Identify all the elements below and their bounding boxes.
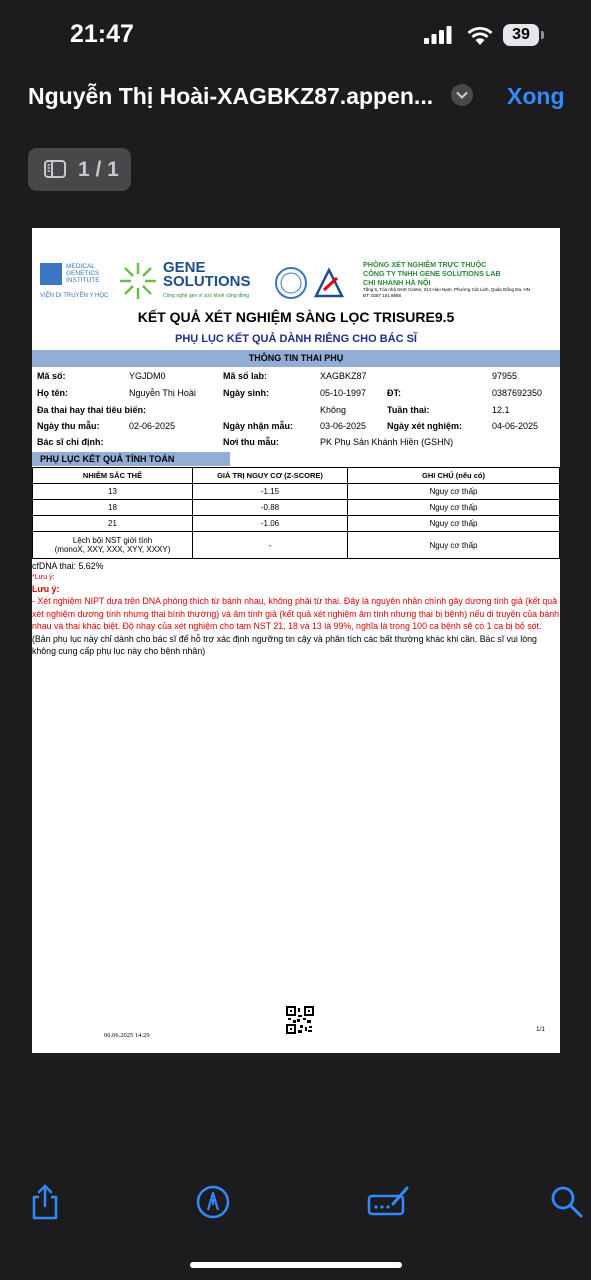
zscore-table: [32, 467, 560, 559]
report-title: KẾT QUẢ XÉT NGHIỆM SÀNG LỌC TRISURE9.5: [137, 309, 455, 325]
nav-bar: [0, 70, 591, 125]
section-calculated-results: PHỤ LỤC KẾT QUẢ TÍNH TOÁN: [32, 452, 230, 466]
mgi-logo-mark: [40, 263, 62, 285]
chevron-down-icon[interactable]: [451, 84, 473, 106]
info-value: 03-06-2025: [320, 421, 367, 431]
table-row: [33, 500, 560, 516]
info-label: Ngày thu mẫu:: [37, 421, 100, 431]
qr-code-icon: [286, 1006, 314, 1034]
info-label: Tuần thai:: [387, 405, 430, 415]
info-value: PK Phụ Sản Khánh Hiền (GSHN): [320, 437, 454, 447]
mgi-name: MEDICAL GENETICS INSTITUTE: [66, 263, 100, 284]
table-cell: 21: [33, 516, 193, 532]
home-indicator[interactable]: [190, 1262, 402, 1268]
lab-line: CÔNG TY TNHH GENE SOLUTIONS LAB: [363, 269, 501, 278]
accreditation-logos-icon: [274, 266, 354, 301]
info-value: YGJDM0: [129, 371, 166, 381]
info-value: XAGBKZ87: [320, 371, 367, 381]
info-label: Ngày sinh:: [223, 388, 270, 398]
table-cell: Lệch bội NST giới tính (monoX, XXY, XXX, XYY, XXXY): [33, 532, 193, 559]
info-label: Nơi thu mẫu:: [223, 437, 279, 447]
table-cell: Nguy cơ thấp: [348, 500, 560, 516]
note-title: Lưu ý:: [32, 583, 60, 594]
bottom-toolbar: [0, 1170, 591, 1240]
info-value: 97955: [492, 371, 518, 381]
file-title[interactable]: Nguyễn Thị Hoài-XAGBKZ87.appen...: [28, 83, 434, 109]
info-label: ĐT:: [387, 388, 401, 398]
status-time: 21:47: [70, 20, 134, 48]
table-row: [33, 532, 560, 559]
mgi-vn-name: VIỆN DI TRUYỀN Y HỌC: [40, 293, 109, 299]
document-page: [32, 228, 560, 1053]
info-label: Đa thai hay thai tiêu biến:: [37, 405, 147, 415]
info-label: Bác sĩ chỉ định:: [37, 437, 104, 447]
gene-solutions-tagline: Công nghệ gen vì sức khoẻ cộng đồng: [163, 293, 250, 299]
battery-level: 39: [503, 24, 539, 46]
lab-info: [363, 260, 558, 299]
table-cell: Nguy cơ thấp: [348, 516, 560, 532]
lab-address: Tầng 5, Tòa nhà NHS Center, 214 Hào Nam, Phường Cát Linh, Quận Đống Đa, HN: [363, 287, 530, 292]
page-indicator-button[interactable]: [28, 148, 131, 191]
table-row: [33, 484, 560, 500]
info-value: 04-06-2025: [492, 421, 539, 431]
info-label: Ngày nhận mẫu:: [223, 421, 294, 431]
footer-date: 06.06.2025 14:29: [104, 1032, 150, 1039]
table-cell: Nguy cơ thấp: [348, 484, 560, 500]
gene-solutions-mark-icon: [118, 261, 158, 301]
note-small-label: *Lưu ý:: [32, 573, 55, 581]
info-value: 12.1: [492, 405, 510, 415]
markup-icon[interactable]: [195, 1184, 231, 1220]
mgi-logo: [40, 263, 110, 305]
info-value: Nguyễn Thị Hoài: [129, 388, 196, 398]
table-header-row: [33, 468, 560, 484]
lab-line: CHI NHÁNH HÀ NỘI: [363, 278, 431, 287]
table-header: GIÁ TRỊ NGUY CƠ (Z-SCORE): [193, 468, 348, 484]
note-warning-text: - Xét nghiệm NIPT dựa trên DNA phóng thích từ bánh nhau, không phải từ thai. Đây là nguyên nhân chính gây dương tính giả (kết quả xét nghiệm dương tính nhưng thai bình thường) và âm tính giả (kết quả xét nghiệm âm tính nhưng thai bị bệnh) nếu di truyền của bánh nhau và thai khác biệt. Độ nhạy của xét nghiệm cho tam NST 21, 18 và 13 là 99%, nghĩa là trong 100 ca bệnh sẽ có 1 ca bị bỏ sót.: [32, 596, 560, 631]
table-cell: Nguy cơ thấp: [348, 532, 560, 559]
lab-line: PHÒNG XÉT NGHIỆM TRỰC THUỘC: [363, 260, 487, 269]
sidebar-icon: [44, 160, 66, 178]
share-icon[interactable]: [27, 1184, 63, 1220]
battery-icon: [503, 24, 541, 46]
lab-phone: ĐT: 0287 101 8688: [363, 293, 402, 298]
gene-solutions-name: GENE SOLUTIONS: [163, 259, 251, 290]
fill-and-sign-icon[interactable]: [367, 1184, 411, 1220]
notes-section: [32, 560, 560, 658]
cellular-signal-icon: [424, 26, 452, 44]
footer-page-number: 1/1: [536, 1026, 546, 1033]
info-label: Họ tên:: [37, 388, 68, 398]
info-label: Mã số lab:: [223, 371, 268, 381]
wifi-icon: [466, 24, 494, 46]
report-subtitle: PHỤ LỤC KẾT QUẢ DÀNH RIÊNG CHO BÁC SĨ: [174, 333, 417, 345]
info-label: Mã số:: [37, 371, 66, 381]
gene-solutions-logo: [118, 261, 258, 306]
table-header: GHI CHÚ (nếu có): [348, 468, 560, 484]
info-value: 0387692350: [492, 388, 543, 398]
table-header: NHIỄM SẮC THỂ: [33, 468, 193, 484]
table-cell: 13: [33, 484, 193, 500]
info-value: Không: [320, 405, 347, 415]
info-value: 02-06-2025: [129, 421, 176, 431]
table-cell: -0.88: [193, 500, 348, 516]
cfdna-fraction: cfDNA thai: 5.62%: [32, 561, 104, 571]
search-icon[interactable]: [549, 1184, 585, 1220]
done-button[interactable]: Xong: [507, 83, 565, 109]
page-indicator: 1 / 1: [78, 158, 119, 181]
info-value: 05-10-1997: [320, 388, 367, 398]
table-cell: -1.06: [193, 516, 348, 532]
table-row: [33, 516, 560, 532]
table-cell: 18: [33, 500, 193, 516]
status-bar: [0, 0, 591, 70]
table-cell: -1.15: [193, 484, 348, 500]
note-disclaimer-text: (Bản phụ lục này chỉ dành cho bác sĩ để hỗ trợ xác định ngưỡng tin cậy và phân tích các bất thường khác khi cần. Bác sĩ vui lòng không cung cấp phụ lục này cho bệnh nhân): [32, 633, 537, 656]
table-cell: -: [193, 532, 348, 559]
section-patient-info: THÔNG TIN THAI PHỤ: [32, 350, 560, 367]
info-label: Ngày xét nghiệm:: [387, 421, 463, 431]
